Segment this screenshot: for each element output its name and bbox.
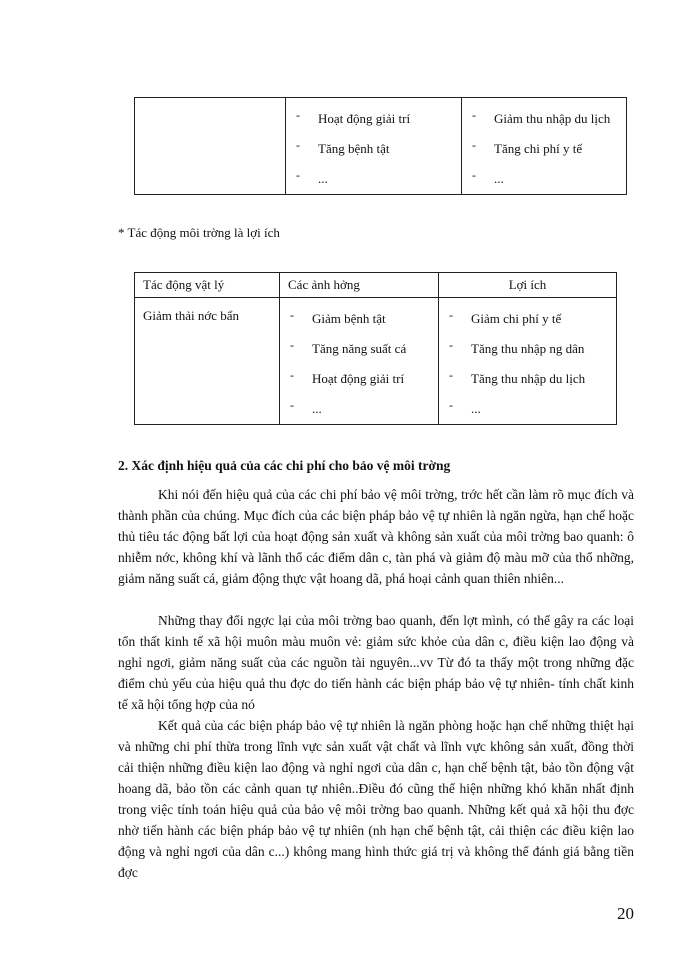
cell-text: Giảm thải nớc bẩn (143, 308, 240, 323)
table-header-row (135, 273, 617, 298)
table-cell-effects (280, 298, 439, 425)
list-item: - Giảm bệnh tật (290, 304, 438, 334)
list-item: - Tăng thu nhập du lịch (449, 364, 616, 394)
list-item: - ... (472, 164, 626, 194)
list-item: - Giảm chi phí y tế (449, 304, 616, 334)
list-item: - Giảm thu nhập du lịch (472, 104, 626, 134)
list-item: - ... (290, 394, 438, 424)
page-number: 20 (617, 904, 634, 923)
benefit-note: * Tác động môi trờng là lợi ích (118, 225, 280, 240)
table-cell-physical (135, 98, 286, 195)
list-item: - Tăng bệnh tật (296, 134, 461, 164)
paragraph: Kết quả của các biện pháp bảo vệ tự nhiên là ngăn phòng hoặc hạn chế những thiệt hại và những chi phí thừa trong lĩnh vực sản xuất vật chất và lĩnh vực không sản xuất, đồng thời cải thiện những điều kiện lao động và nghỉ ngơi của dân c, hạn chế bệnh tật, bảo tồn động vật hoang dã, bảo tồn các cảnh quan tự nhiên..Điều đó cũng thể hiện những khó khăn nhất định trong việc tính toán hiệu quả của bảo vệ môi trờng bao quanh. Những kết quả xã hội thu đợc nhờ tiến hành các biện pháp bảo vệ tự nhiên (nh hạn chế bệnh tật, cải thiện các điều kiện lao động và nghỉ ngơi của dân c...) không mang hình thức giá trị và không thể đánh giá bằng tiền đợc (118, 718, 634, 880)
list-item: - ... (449, 394, 616, 424)
section-heading: 2. Xác định hiệu quả của các chi phí cho bảo vệ môi trờng (118, 458, 451, 473)
list-item: - Tăng chi phí y tế (472, 134, 626, 164)
header-physical-impact: Tác động vật lý (135, 273, 280, 298)
table-cell-benefits (439, 298, 617, 425)
table-cell-physical (135, 298, 280, 425)
benefit-table (134, 272, 617, 425)
header-benefits: Lợi ích (439, 273, 617, 298)
list-item: - Tăng năng suất cá (290, 334, 438, 364)
table-cell-costs (462, 98, 627, 195)
effects-table-continued (134, 97, 627, 195)
header-effects: Các ảnh hởng (280, 273, 439, 298)
table-row (135, 298, 617, 425)
list-item: - Tăng thu nhập ng dân (449, 334, 616, 364)
paragraph: Khi nói đến hiệu quả của các chi phí bảo vệ môi trờng, trớc hết cần làm rõ mục đích và thành phần của chúng. Mục đích của các biện pháp bảo vệ tự nhiên là ngăn ngừa, hạn chế hoặc thủ tiêu tác động bất lợi của hoạt động sản xuất và không sản xuất của môi trờng bao quanh: ô nhiễm nớc, không khí và lãnh thổ các điểm dân c, tàn phá và giảm độ màu mỡ của thổ nhỡng, giảm năng suất cá, giảm động thực vật hoang dã, phá hoại cảnh quan thiên nhiên... (118, 487, 634, 586)
list-item: - ... (296, 164, 461, 194)
table-row (135, 98, 627, 195)
paragraph: Những thay đổi ngợc lại của môi trờng bao quanh, đến lợt mình, có thể gây ra các loại tổn thất kinh tế xã hội muôn màu muôn vẻ: giảm sức khỏe của dân c, điều kiện lao động và nghỉ ngơi, giảm năng suất của các nguồn tài nguyên...vv Từ đó ta thấy một trong những đặc điểm chủ yếu của hiệu quả thu đợc do tiến hành các biện pháp bảo vệ tự nhiên- tính chất kinh tế xã hội tổng hợp của nó (118, 613, 634, 712)
list-item: - Hoạt động giải trí (296, 104, 461, 134)
table-cell-effects (286, 98, 462, 195)
list-item: - Hoạt động giải trí (290, 364, 438, 394)
